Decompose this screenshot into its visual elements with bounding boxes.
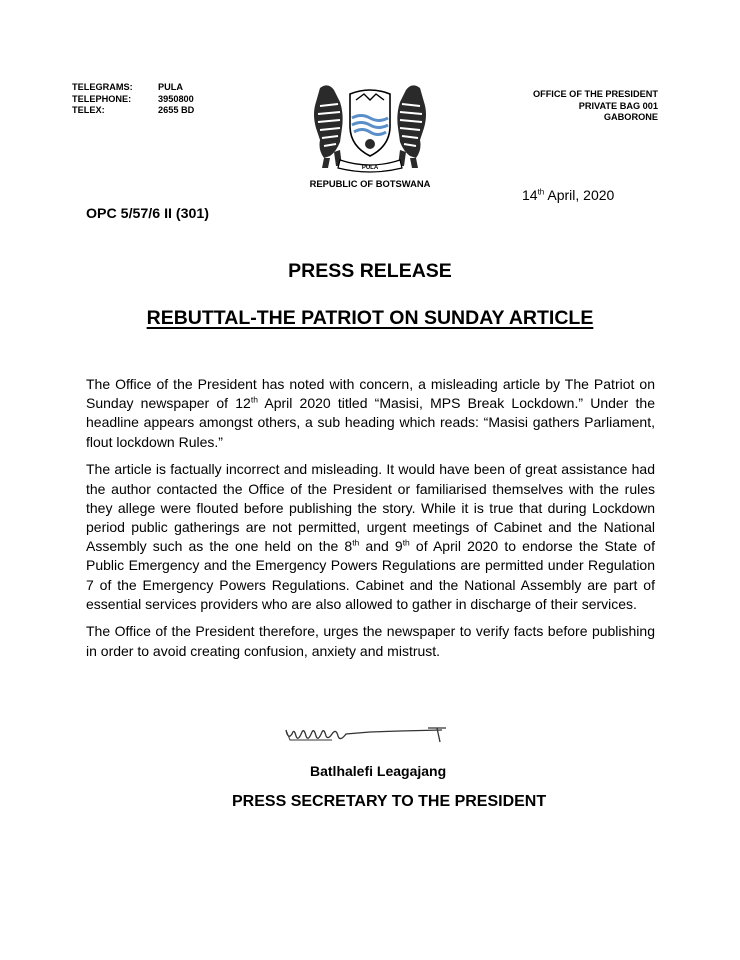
paragraph-1 xyxy=(86,375,655,452)
reference-number: OPC 5/57/6 II (301) xyxy=(86,206,210,222)
coat-of-arms-icon xyxy=(306,80,434,175)
contact-value: 2655 BD xyxy=(158,105,195,115)
office-line: GABORONE xyxy=(603,112,658,123)
paragraph-text: The Office of the President has noted with concern, a misleading article by The Patriot on Sunday newspaper of 12 xyxy=(86,376,655,412)
crest-motto: PULA xyxy=(361,165,379,171)
republic-label: REPUBLIC OF BOTSWANA xyxy=(309,178,431,189)
contact-label: TELEPHONE: xyxy=(72,93,132,104)
shield-icon xyxy=(350,90,390,156)
date-suffix: th xyxy=(537,187,545,197)
paragraph-text: and 9 xyxy=(359,538,403,555)
zebra-right-icon xyxy=(397,85,426,168)
contact-label: TELEX: xyxy=(72,105,105,115)
paragraph-text: of April 2020 to endorse the State of Public Emergency and the Emergency Powers Regulations are permitted under Regulation 7 of the Emergency Powers Regulations. Cabinet and the National Assembly are part of essential services providers who are also allowed to gather in discharge of their services. xyxy=(86,538,655,612)
signature-icon xyxy=(280,718,460,748)
ordinal-suffix: th xyxy=(250,394,258,405)
ordinal-suffix: th xyxy=(402,537,410,548)
contact-row-telegrams xyxy=(72,82,194,94)
signatory-title: PRESS SECRETARY TO THE PRESIDENT xyxy=(232,793,547,810)
contact-value: PULA xyxy=(158,82,184,92)
page-title: PRESS RELEASE xyxy=(288,260,452,282)
office-line: PRIVATE BAG 001 xyxy=(578,100,658,111)
paragraph-text: The article is factually incorrect and misleading. It would have been of great assistance had the author contacted the Office of the President or familiarised themselves with the rules they allege were flouted before publishing the story. While it is true that during Lockdown period public gatherings are not permitted, urgent meetings of Cabinet and the National Assembly such as the one held on the 8 xyxy=(86,461,655,555)
contact-block xyxy=(72,82,194,117)
office-address xyxy=(533,89,658,124)
page-subtitle xyxy=(0,307,740,330)
contact-label: TELEGRAMS: xyxy=(72,82,133,92)
motto-scroll xyxy=(338,160,402,172)
release-date xyxy=(522,187,614,203)
body-text xyxy=(86,375,655,669)
paragraph-3: The Office of the President therefore, urges the newspaper to verify facts before publishing in order to avoid creating confusion, anxiety and mistrust. xyxy=(86,623,655,659)
subtitle-text: REBUTTAL-THE PATRIOT ON SUNDAY ARTICLE xyxy=(146,307,594,329)
contact-row-telex xyxy=(72,105,194,117)
signatory-name: Batlhalefi Leagajang xyxy=(310,763,447,779)
date-rest: April, 2020 xyxy=(544,187,615,203)
ordinal-suffix: th xyxy=(352,537,360,548)
office-line: OFFICE OF THE PRESIDENT xyxy=(532,89,658,99)
contact-value: 3950800 xyxy=(158,93,194,104)
contact-row-telephone xyxy=(72,94,194,106)
date-day: 14 xyxy=(522,187,538,203)
paragraph-2 xyxy=(86,460,655,614)
zebra-left-icon xyxy=(314,85,343,168)
paragraph-text: April 2020 titled “Masisi, MPS Break Lockdown.” Under the headline appears amongst others, a sub heading which reads: “Masisi gathers Parliament, flout lockdown Rules.” xyxy=(86,395,655,450)
